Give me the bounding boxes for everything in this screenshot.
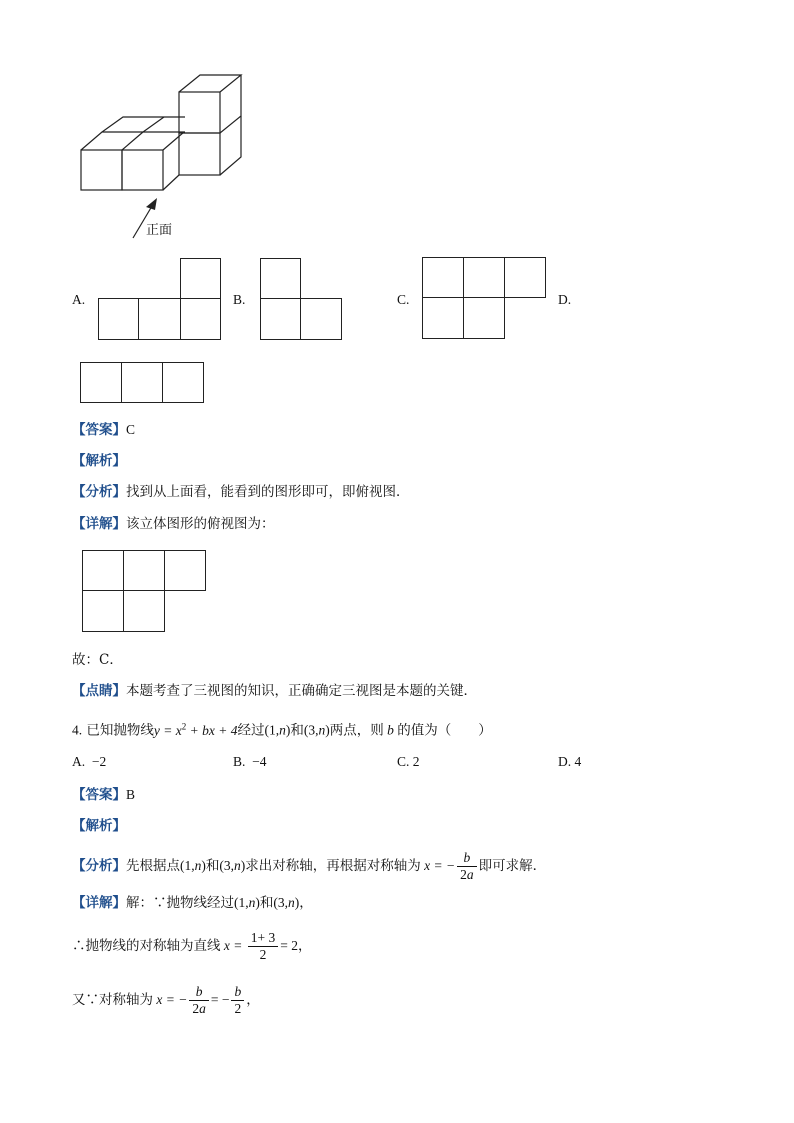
q4-line3-a: 又∵对称轴为 xyxy=(72,992,153,1008)
option-d-label: D. xyxy=(558,292,572,307)
q4-xiangjie-point-2: (3,n) xyxy=(273,895,300,910)
answer-value: C xyxy=(126,422,136,437)
q3-analysis-heading xyxy=(72,451,126,471)
q4-line2-b: = 2， xyxy=(280,938,312,953)
q4-answer-tag: 【答案】 xyxy=(72,787,126,803)
dianjing-tag: 【点睛】 xyxy=(72,683,126,699)
q4-fenxi-point-2: (3,n) xyxy=(219,858,246,873)
q4-line2-fraction xyxy=(248,930,279,963)
xiangjie-text: 该立体图形的俯视图为： xyxy=(126,516,275,532)
q4-line3-c: ， xyxy=(246,992,260,1008)
option-c-label: C. xyxy=(397,292,410,307)
q4-stem-b: 经过 xyxy=(237,722,265,739)
q4-fenxi-a: 先根据点 xyxy=(126,858,180,874)
fenxi-tag: 【分析】 xyxy=(72,484,126,500)
option-b-label: B. xyxy=(233,292,246,307)
q3-fenxi xyxy=(72,482,410,502)
q4-b-var: b xyxy=(383,722,398,738)
q4-fenxi-b: 和 xyxy=(205,858,220,874)
q4-option-b: B. −4 xyxy=(233,754,267,769)
q4-xiangjie-point-1: (1,n) xyxy=(234,895,260,910)
q4-line3-x: x = − xyxy=(153,992,188,1007)
q4-line3-fraction-1: $\frac{b}{2a}$ xyxy=(189,984,209,1017)
fenxi-text: 找到从上面看，能看到的图形即可，即俯视图． xyxy=(126,484,410,500)
q4-fenxi-d: 即可求解． xyxy=(478,858,547,874)
q4-fenxi-c: 求出对称轴，再根据对称轴为 xyxy=(245,858,421,874)
q3-answer xyxy=(72,420,135,440)
q4-option-d: D. 4 xyxy=(558,754,582,769)
q4-xiangjie-c: ， xyxy=(299,895,313,911)
q4-option-c: C. 2 xyxy=(397,754,420,769)
q4-analysis-heading xyxy=(72,816,126,836)
q4-option-a: A. −2 xyxy=(72,754,107,769)
q4-xiangjie xyxy=(72,893,313,913)
q4-stem-d: 两点，则 xyxy=(329,722,384,739)
xiangjie-tag: 【详解】 xyxy=(72,516,126,532)
q3-xiangjie xyxy=(72,514,275,534)
q4-analysis-tag: 【解析】 xyxy=(72,818,126,834)
q4-stem-c: 和 xyxy=(290,722,304,739)
q4-line2-x: x = xyxy=(220,938,246,953)
q4-stem-a: 已知抛物线 xyxy=(86,722,154,739)
q4-point-1: (1,n) xyxy=(264,722,291,738)
q4-fenxi-fraction: $\frac{b}{2a}$ xyxy=(457,850,477,883)
q4-fenxi-tag: 【分析】 xyxy=(72,858,126,874)
q4-line2-a: ∴抛物线的对称轴为直线 xyxy=(72,938,221,954)
q4-line2-den: 2 xyxy=(259,947,267,962)
dianjing-text: 本题考查了三视图的知识，正确确定三视图是本题的关键． xyxy=(126,683,477,699)
q4-fenxi-point-1: (1,n) xyxy=(180,858,206,873)
q4-xiangjie-tag: 【详解】 xyxy=(72,895,126,911)
q4-answer-value: B xyxy=(126,787,136,802)
q4-answer xyxy=(72,785,135,805)
answer-tag: 【答案】 xyxy=(72,422,126,438)
q4-line2 xyxy=(72,930,311,963)
q4-point-2: (3,n) xyxy=(303,722,330,738)
q4-fenxi xyxy=(72,850,546,883)
q4-line3-fraction-2: $\frac{b}{2}$ xyxy=(231,984,244,1017)
q4-fenxi-formula: x = − xyxy=(420,858,456,873)
q4-stem-e: 的值为（ ） xyxy=(397,722,492,739)
q4-line3-eq: = − xyxy=(210,992,230,1007)
q4-xiangjie-a: 解：∵抛物线经过 xyxy=(126,895,234,911)
analysis-tag: 【解析】 xyxy=(72,453,126,469)
q4-equation: $y = x^2$ + bx + 4 xyxy=(153,721,238,738)
q4-line2-num: 1+ 3 xyxy=(248,930,279,947)
q4-stem xyxy=(72,716,492,741)
q3-conclusion: 故：C． xyxy=(72,652,123,668)
q4-line3 xyxy=(72,984,260,1017)
option-a-label: A. xyxy=(72,292,86,307)
q4-number: 4. xyxy=(72,722,83,738)
q3-dianjing xyxy=(72,681,477,701)
front-label: 正面 xyxy=(146,223,173,238)
q4-xiangjie-b: 和 xyxy=(259,895,274,911)
cube-solid-figure xyxy=(60,70,260,240)
